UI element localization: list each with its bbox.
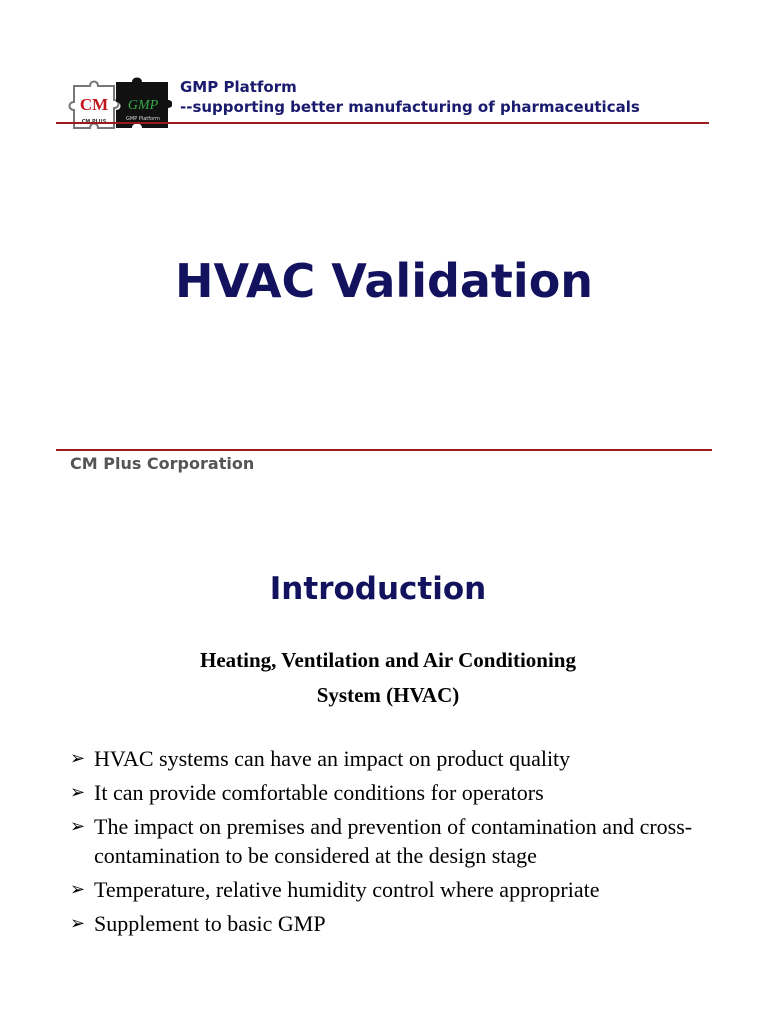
arrow-bullet-icon: ➢ bbox=[70, 748, 86, 768]
header-divider bbox=[56, 122, 709, 124]
section-title: Introduction bbox=[269, 571, 487, 607]
header-subtitle: --supporting better manufacturing of pharmaceuticals bbox=[180, 98, 640, 116]
arrow-bullet-icon: ➢ bbox=[70, 879, 86, 899]
section-subtitle bbox=[0, 643, 768, 713]
logo-gmp-caption: GMP Platform bbox=[126, 116, 160, 122]
bullet-item bbox=[70, 744, 740, 773]
bullet-text: The impact on premises and prevention of contamination and cross-contamination to be considered at the design stage bbox=[94, 814, 693, 868]
slide-introduction bbox=[0, 512, 768, 1024]
logo-gmp-text: GMP bbox=[127, 98, 159, 113]
arrow-bullet-icon: ➢ bbox=[70, 782, 86, 802]
bullet-text: Supplement to basic GMP bbox=[94, 911, 326, 936]
bullet-list bbox=[70, 744, 740, 943]
cm-plus-gmp-logo bbox=[68, 76, 172, 134]
subtitle-line-1: Heating, Ventilation and Air Conditioning bbox=[200, 648, 576, 672]
header-title: GMP Platform bbox=[180, 78, 297, 96]
bullet-text: HVAC systems can have an impact on product quality bbox=[94, 746, 571, 771]
bullet-text: It can provide comfortable conditions for operators bbox=[94, 780, 544, 805]
slide-main-title: HVAC Validation bbox=[174, 254, 594, 308]
logo-cm-text: CM bbox=[79, 95, 109, 114]
footer-divider bbox=[56, 449, 712, 451]
arrow-bullet-icon: ➢ bbox=[70, 913, 86, 933]
subtitle-line-2: System (HVAC) bbox=[316, 683, 460, 707]
bullet-item bbox=[70, 909, 740, 938]
footer-company-name: CM Plus Corporation bbox=[70, 454, 255, 473]
bullet-item bbox=[70, 778, 740, 807]
arrow-bullet-icon: ➢ bbox=[70, 816, 86, 836]
bullet-text: Temperature, relative humidity control where appropriate bbox=[94, 877, 600, 902]
bullet-item bbox=[70, 875, 740, 904]
bullet-item bbox=[70, 812, 740, 870]
